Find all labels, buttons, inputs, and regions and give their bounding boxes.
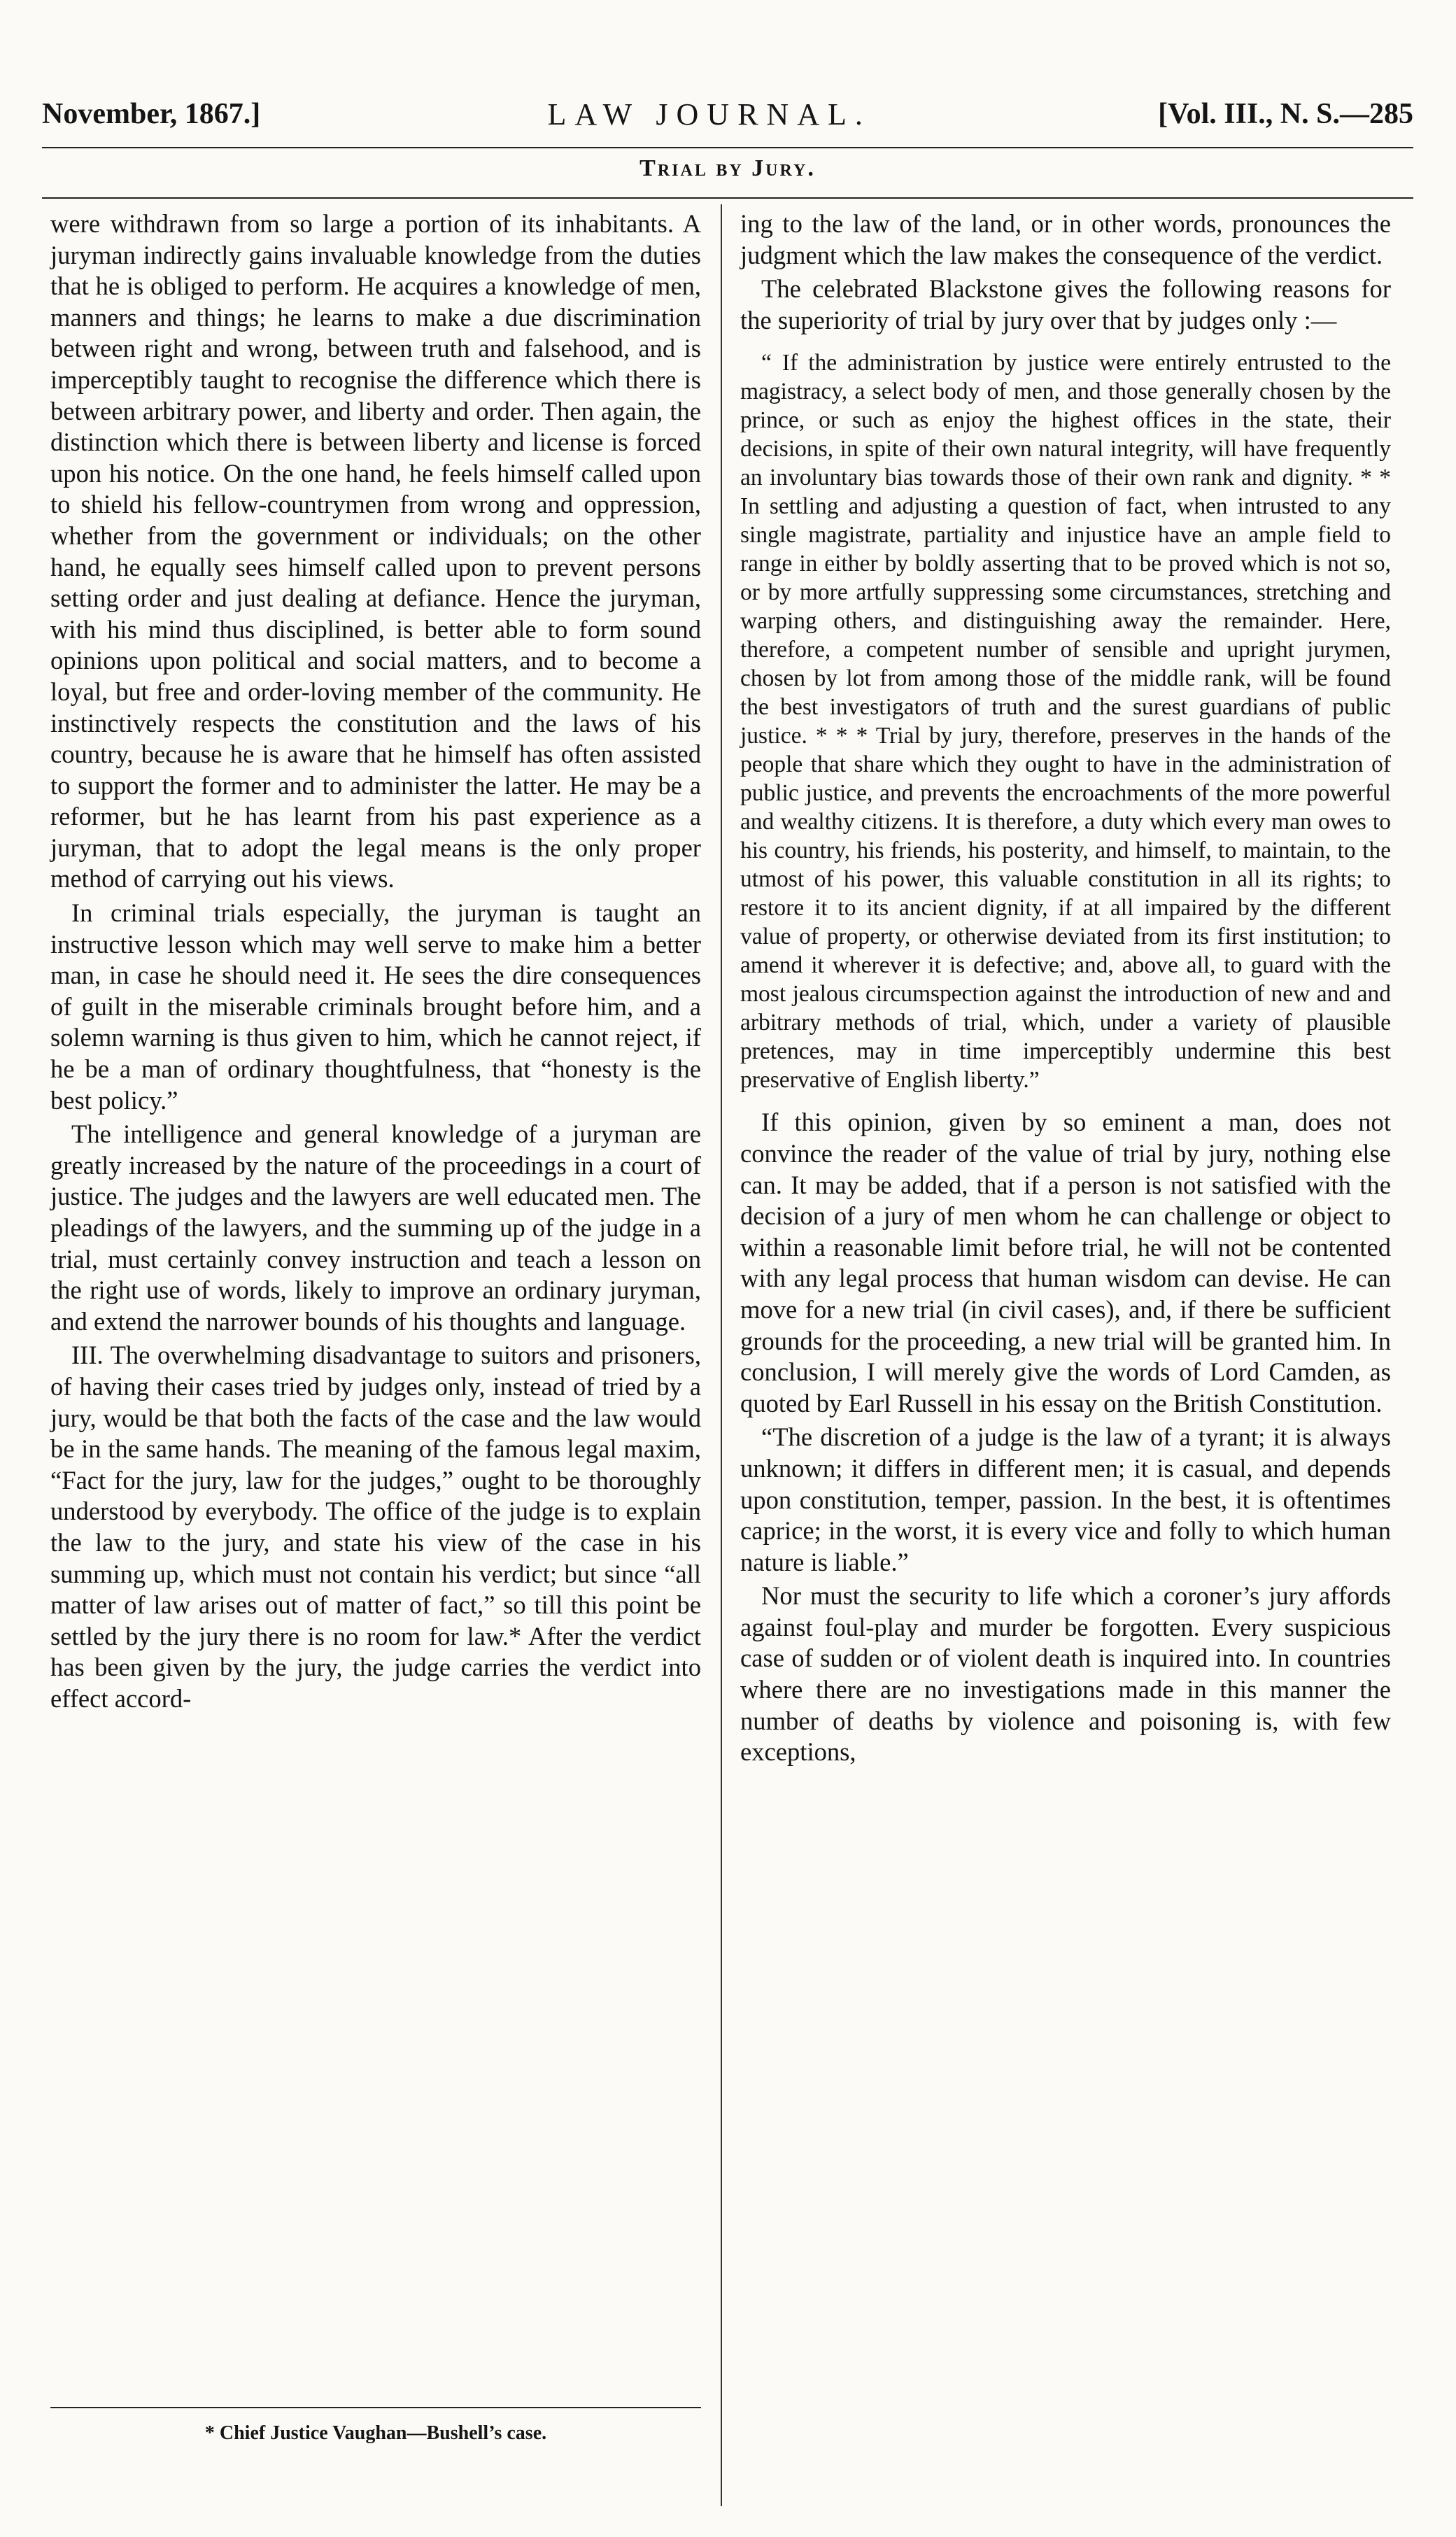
left-column bbox=[50, 209, 701, 2496]
column-divider bbox=[721, 204, 722, 2506]
running-header bbox=[42, 90, 1413, 139]
paragraph: The celebrated Blackstone gives the following reasons for the superiority of trial by jury over that by judges only :— bbox=[740, 274, 1391, 334]
header-volume-page: [Vol. III., N. S.—285 bbox=[1158, 98, 1413, 130]
article-title: Trial by Jury. bbox=[639, 155, 816, 181]
header-rule bbox=[42, 147, 1413, 148]
paragraph: Nor must the security to life which a coroner’s jury affords against foul-play and murder be forgotten. Every suspicious case of sudden or of violent death is inquired into. In countries where there are no investigations made in this manner the number of deaths by violence and poisoning is, with few exceptions, bbox=[740, 1581, 1391, 1767]
paragraph: ing to the law of the land, or in other words, pronounces the judgment which the law makes the consequence of the verdict. bbox=[740, 209, 1391, 269]
paragraph: III. The overwhelming disadvantage to suitors and prisoners, of having their cases tried by judges only, instead of tried by a jury, would be that both the facts of the case and the law would be in the same hands. The meaning of the famous legal maxim, “Fact for the jury, law for the judges,” ought to be thoroughly understood by everybody. The office of the judge is to explain the law to the jury, and state his view of the case in his summing up, which must not contain his verdict; but since “all matter of law arises out of matter of fact,” so till this point be settled by the jury there is no room for law.* After the verdict has been given by the jury, the judge carries the verdict into effect accord- bbox=[50, 1341, 701, 1713]
paragraph: The intelligence and general knowledge of a juryman are greatly increased by the nature of the proceedings in a court of justice. The judges and the lawyers are well educated men. The pleadings of the lawyers, and the summing up of the judge in a trial, must certainly convey instruction and teach a lesson on the right use of words, likely to improve an ordinary juryman, and extend the narrower bounds of his thoughts and language. bbox=[50, 1119, 701, 1336]
title-rule bbox=[42, 197, 1413, 199]
right-column bbox=[740, 209, 1391, 2496]
quote-text: “ If the administration by justice were entirely entrusted to the magistracy, a select body of men, and those generally chosen by the prince, or such as enjoy the highest offices in the state, their decisions, in spite of their own natural integrity, will have frequently an involuntary bias towards those of their own rank and dignity. * * In settling and adjusting a question of fact, when intrusted to any single magistrate, partiality and injustice have an ample field to range in either by boldly asserting that to be proved which is not so, or by more artfully suppressing some circumstances, stretching and warping others, and distinguishing away the remainder. Here, therefore, a competent number of sensible and upright jurymen, chosen by lot from among those of the middle rank, will be found the best investigators of truth and the surest guardians of public justice. * * * Trial by jury, therefore, preserves in the hands of the people that share which they ought to have in the administration of public justice, and prevents the encroachments of the more powerful and wealthy citizens. It is therefore, a duty which every man owes to his country, his friends, his posterity, and himself, to maintain, to the utmost of his power, this valuable constitution in all its rights; to restore it to its ancient dignity, if at all impaired by the different value of property, or otherwise deviated from its first institution; to amend it wherever it is defective; and, above all, to guard with the most jealous circumspection against the introduction of new and and arbitrary methods of trial, which, under a variety of plausible pretences, may in time imperceptibly undermine this best preservative of English liberty.” bbox=[740, 350, 1391, 1094]
header-journal-title: LAW JOURNAL. bbox=[547, 97, 871, 132]
footnote-rule bbox=[50, 2407, 701, 2408]
paragraph: were withdrawn from so large a portion of its inhabitants. A juryman indirectly gains invaluable knowledge from the duties that he is obliged to perform. He acquires a knowledge of men, manners and things; he learns to make a due discrimination between right and wrong, between truth and falsehood, and is imperceptibly taught to recognise the difference which there is between arbitrary power, and liberty and order. Then again, the distinction which there is between liberty and license is forced upon his notice. On the one hand, he feels himself called upon to shield his fellow-countrymen from wrong and oppression, whether from the government or individuals; on the other hand, he equally sees himself called upon to prevent persons setting order and just dealing at defiance. Hence the juryman, with his mind thus disciplined, is better able to form sound opinions upon political and social matters, and to become a loyal, but free and order-loving member of the community. He instinctively respects the constitution and the laws of his country, because he is aware that he himself has often assisted to support the former and to administer the latter. He may be a reformer, but he has learnt from his past experience as a juryman, that to adopt the legal means is the only proper method of carrying out his views. bbox=[50, 209, 701, 893]
blackstone-quote bbox=[740, 348, 1391, 1094]
paragraph: “The discretion of a judge is the law of a tyrant; it is always unknown; it differs in different men; it is casual, and depends upon constitution, temper, passion. In the best, it is oftentimes caprice; in the worst, it is every vice and folly to which human nature is liable.” bbox=[740, 1422, 1391, 1576]
paragraph: In criminal trials especially, the juryman is taught an instructive lesson which may well serve to make him a better man, in case he should need it. He sees the dire consequences of guilt in the miserable criminals brought before him, and a solemn warning is thus given to him, which he cannot reject, if he be a man of ordinary thoughtfulness, that “honesty is the best policy.” bbox=[50, 898, 701, 1115]
header-date: November, 1867.] bbox=[42, 98, 261, 130]
footnote: * Chief Justice Vaughan—Bushell’s case. bbox=[204, 2422, 547, 2444]
paragraph: If this opinion, given by so eminent a man, does not convince the reader of the value of trial by jury, nothing else can. It may be added, that if a person is not satisfied with the decision of a jury of men whom he can challenge or object to within a reasonable limit before trial, he will not be contented with any legal process that human wisdom can devise. He can move for a new trial (in civil cases), and, if there be sufficient grounds for the proceeding, a new trial will be granted him. In conclusion, I will merely give the words of Lord Camden, as quoted by Earl Russell in his essay on the British Constitution. bbox=[740, 1108, 1391, 1418]
